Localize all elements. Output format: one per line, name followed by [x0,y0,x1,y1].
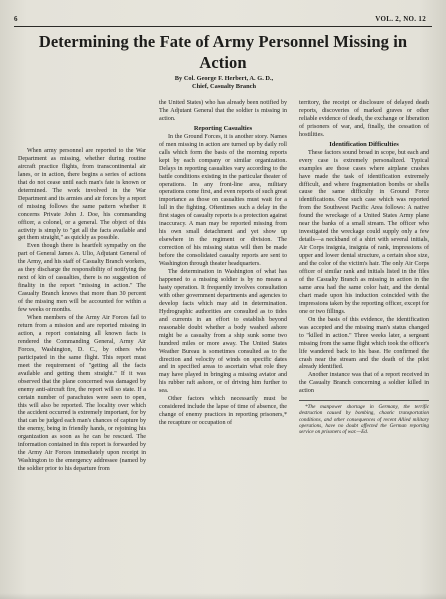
page-shadow [0,593,446,599]
header-rule [14,26,432,27]
byline-author: By Col. George F. Herbert, A. G. D., [174,75,274,82]
section-heading: Identification Difficulties [329,140,399,148]
section-heading: Reporting Casualties [193,124,253,132]
column-2 [159,100,287,428]
column-3 [299,100,429,435]
volume-issue: VOL. 2, NO. 12 [375,15,426,23]
article-title: Determining the Fate of Army Personnel Missing in Action [38,32,408,72]
paragraph: the United States) who has already been notified by The Adjutant General that the soldier is missing in action. [159,100,287,122]
paragraph: These factors sound broad in scope, but each and every case is extremely personalized. Typical examples are those cases where airplane crashes have made the task of identification extremely difficult, and where fragmentation bombs or shells cause the same difficulty in Ground Force identifications. One such case which was reported from the Southwest Pacific Area follows: A native found the wreckage of a United States Army plane near the banks of a small stream. The officer who investigated the wreckage could supply only a few details—a neckband of a shirt with several initials, Air Corps insignia, insignia of rank, impressions of upper and lower dental structure, a certain shoe size, and the color of the victim's hair. The only Air Corps officer of similar rank and initials listed in the files of the Casualty Branch as missing in action in the same area had the same color hair, and the dental chart made upon his induction coincided with the impressions taken by the reporting officer, except for one or two fillings. [299,149,429,315]
paragraph: When army personnel are reported to the War Department as missing, whether during routine aircraft practice flights, from transcontinental air lanes, or in action, there begins a series of actions that do not cease until each man's fate is known or determined. The work involved in the War Department and its armies and air forces by a report of missing follows the same pattern whether it concerns Private John J. Doe, his commanding officer, a colonel, or a general. The object of this activity is simply to "get all the facts available and get them straight," as quickly as possible. [18,148,146,242]
paragraph: On the basis of this evidence, the identification was accepted and the missing man's status changed to "killed in action." Three weeks later, a sergeant missing from the same flight which took the officer's life wandered back to his base. He confirmed the crash near the stream and the death of the pilot already identified. [299,316,429,371]
paragraph: In the Ground Forces, it is another story. Names of men missing in action are turned up by daily roll calls which form the basis of the morning reports kept by each company or similar organization. Delays in reporting casualties vary according to the battle conditions existing in the particular theater of operations. In any front-line area, military operations come first, and even reports of such great importance as those on casualties must wait for a lull in the fighting. Oftentimes such a delay in the first stages of casualty reports is a protection against inaccuracy. A man may be reported missing from his own small detachment and yet show up elsewhere in the regiment or division. The correction of his missing status will then be made before the consolidated casualty reports are sent to Washington through theater headquarters. [159,133,287,268]
paragraph: territory, the receipt or disclosure of delayed death reports, discoveries of marked graves or other reliable evidence of death, the exchange or liberation of prisoners of war, and, finally, the cessation of hostilities. [299,100,429,138]
byline-role: Chief, Casualty Branch [191,83,257,90]
paragraph: When members of the Army Air Forces fail to return from a mission and are reported missing in action, a report containing all known facts is rendered the Commanding General, Army Air Forces, Washington, D. C., by others who participated in the same flight. This report must meet the requirement of "getting all the facts available and getting them straight." If it was observed that the plane concerned was damaged by enemy anti-aircraft fire, the report will so state. If a certain number of parachutes were seen to open, this will also be reported. The locality over which the accident occurred is extremely important, for by that can be judged each man's chances of capture by the enemy, being in friendly hands, or rejoining his organization as soon as he can be rescued. The information contained in this report is forwarded by the Army Air Forces immediately upon receipt in Washington to the emergency addressee (named by the soldier prior to his departure from [18,315,146,473]
paragraph: The determination in Washington of what has happened to a missing soldier is by no means a hasty operation. It frequently involves consultation with other government departments and agencies to develop facts which may aid in determination. Hydrographic authorities are consulted as to tides and currents in an effort to establish beyond reasonable doubt whether a body washed ashore might be a casualty from a ship sunk some two hundred miles or more away. The United States Weather Bureau is sometimes consulted as to the direction and velocity of winds on specific dates and in specified areas to ascertain what role they may have played in bringing a missing aviator and his rubber raft ashore, or of driving him further to sea. [159,269,287,395]
byline [140,75,308,91]
paragraph: Even though there is heartfelt sympathy on the part of General James A. Ulio, Adjutant General of the Army, and his staff of Casualty Branch workers, as they discharge the responsibility of notifying the next of kin of casualties, there is no suggestion of finality in the report "missing in action." The Casualty Branch knows that more than 30 percent of the missing men will be accounted for within a few weeks or months. [18,243,146,314]
paragraph: Other factors which necessarily must be considered include the lapse of time of absence, the change of enemy practices in reporting prisoners,* the recapture or occupation of [159,396,287,427]
footnote [299,400,429,435]
footnote-text: *The manpower shortage in Germany, the terrific destruction caused by bombing, chaotic transportation conditions, and other consequences of recent Allied military operations, have no doubt affected the German reporting service on prisoners of war.—Ed. [299,404,429,436]
column-1 [18,148,146,474]
paragraph: Another instance was that of a report received in the Casualty Branch concerning a soldier killed in action [299,372,429,395]
page-number: 6 [14,15,18,23]
